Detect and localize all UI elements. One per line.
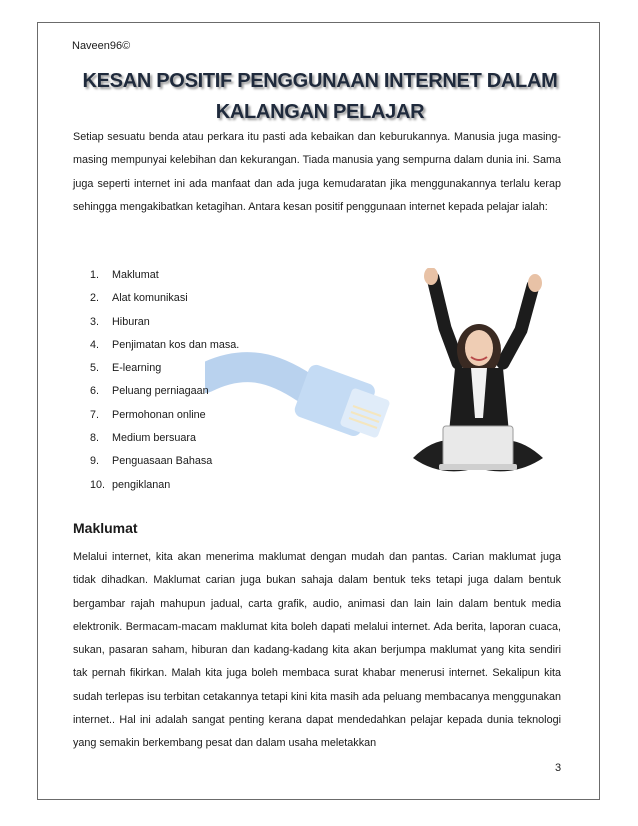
list-item: 8. Medium bersuara: [90, 432, 197, 445]
section-heading: Maklumat: [73, 520, 138, 536]
list-item: 7. Permohonan online: [90, 408, 206, 421]
list-item: 10. pengiklanan: [90, 478, 171, 491]
page-number: 3: [555, 762, 562, 774]
list-item: 5. E-learning: [90, 362, 162, 375]
section-paragraph: Melalui internet, kita akan menerima maklumat dengan mudah dan pantas. Carian maklumat juga tidak dihadkan. Maklumat carian juga bukan sahaja dalam bentuk teks tetapi juga dalam bentuk bergambar rajah mahupun jadual, carta grafik, audio, animasi dan lain lain dalam bentuk media elektronik. Bermacam-macam maklumat kita boleh dapati melalui internet. Ada berita, laporan cuaca, sukan, pasaran saham, hiburan dan kadang-kadang kita akan berjumpa maklumat yang kita sendiri tak pernah fikirkan. Malah kita juga boleh membaca surat khabar menerusi internet. Sekalipun kita sudah terlepas isu terbitan cetakannya tetapi kini kita masih ada peluang membacanya menggunakan internet.. Hal ini adalah sangat penting kerana dapat mendedahkan pelajar kepada dunia teknologi yang semakin berkembang pesat dan dalam usaha meletakkan: [73, 551, 561, 750]
title-line-2: KALANGAN PELAJAR: [215, 101, 425, 123]
list-item: 4. Penjimatan kos dan masa.: [90, 338, 240, 351]
page-title: [60, 66, 580, 128]
author-credit: Naveen96©: [72, 40, 131, 52]
list-item: 6. Peluang perniagaan: [90, 385, 209, 398]
list-item: 1. Maklumat: [90, 269, 159, 281]
list-item: 2. Alat komunikasi: [90, 292, 188, 305]
woman-with-laptop-image: [403, 268, 551, 486]
title-line-1: KESAN POSITIF PENGGUNAAN INTERNET DALAM: [82, 70, 558, 92]
list-item: 9. Penguasaan Bahasa: [90, 455, 213, 468]
list-item: 3. Hiburan: [90, 315, 150, 328]
positive-effects-list: [90, 264, 239, 497]
intro-paragraph: Setiap sesuatu benda atau perkara itu pasti ada kebaikan dan keburukannya. Manusia juga masing-masing mempunyai kelebihan dan kekurangan. Tiada manusia yang sempurna dalam dunia ini. Sama juga seperti internet ini ada manfaat dan ada juga kemudaratan jika menggunakannya terlalu kerap sehingga mengakibatkan ketagihan. Antara kesan positif penggunaan internet kepada pelajar ialah:: [73, 131, 561, 213]
